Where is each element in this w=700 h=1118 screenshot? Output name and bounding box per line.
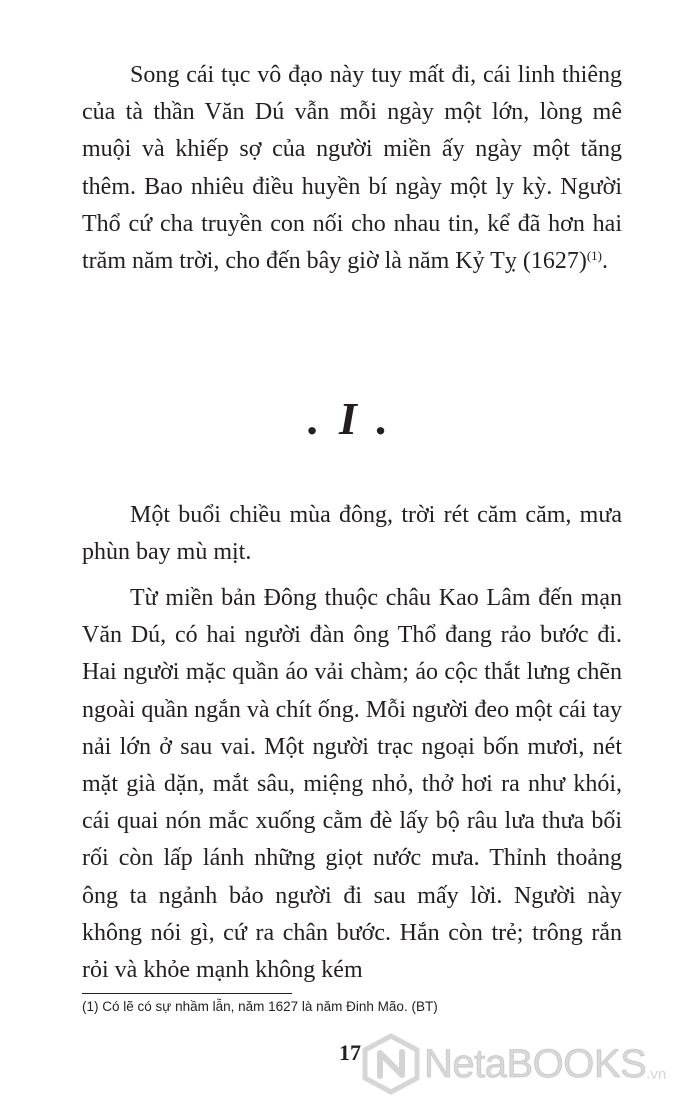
footnote-divider: [82, 993, 292, 994]
intro-end: .: [602, 248, 608, 275]
body-paragraph-text: Từ miền bản Đông thuộc châu Kao Lâm đến mạn Văn Dú, có hai người đàn ông Thổ đang rảo bước đi. Hai người mặc quần áo vải chàm; áo cộc thắt lưng chẽn ngoài quần ngắn và chít ống. Mỗi người đeo một cái tay nải lớn ở sau vai. Một người trạc ngoại bốn mươi, nét mặt già dặn, mắt sâu, miệng nhỏ, thở hơi ra như khói, cái quai nón mắc xuống cằm đè lấy bộ râu lưa thưa bối rối còn lấp lánh những giọt nước mưa. Thỉnh thoảng ông ta ngảnh bảo người đi sau mấy lời. Người này không nói gì, cứ ra chân bước. Hắn còn trẻ; trông rắn rỏi và khỏe mạnh không kém: [82, 585, 622, 984]
footnote-reference[interactable]: (1): [586, 248, 602, 264]
intro-text: Song cái tục vô đạo này tuy mất đi, cái linh thiêng của tà thần Văn Dú vẫn mỗi ngày một lớn, lòng mê muội và khiếp sợ của người miền ấy ngày một tăng thêm. Bao nhiêu điều huyền bí ngày một ly kỳ. Người Thổ cứ cha truyền con nối cho nhau tin, kể đã hơn hai trăm năm trời, cho đến bây giờ là năm Kỷ Tỵ (1627): [82, 62, 622, 275]
body-paragraph-text: Một buổi chiều mùa đông, trời rét căm căm, mưa phùn bay mù mịt.: [82, 502, 622, 566]
watermark: [360, 1028, 695, 1100]
intro-paragraph: [82, 57, 622, 280]
chapter-heading: . I .: [308, 393, 392, 444]
body-paragraph-2: [82, 580, 622, 989]
footnote: (1) Có lẽ có sự nhầm lẫn, năm 1627 là năm Đinh Mão. (BT): [82, 999, 438, 1014]
netabooks-logo-icon: [360, 1033, 422, 1095]
page-number: 17: [339, 1040, 361, 1065]
body-paragraph-1: [82, 497, 622, 571]
watermark-brand: NetaBOOKS: [424, 1041, 647, 1086]
watermark-suffix: .vn: [646, 1066, 667, 1083]
